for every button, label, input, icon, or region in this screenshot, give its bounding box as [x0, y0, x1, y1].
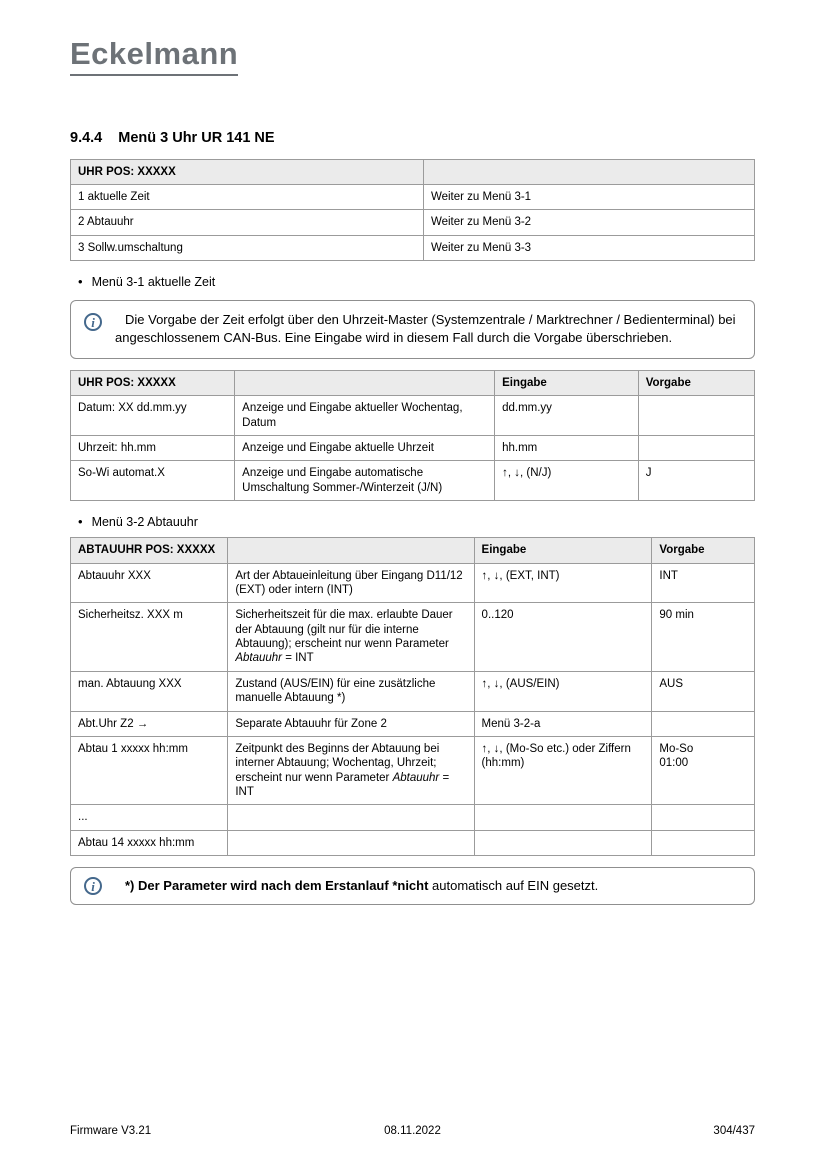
- table-row: [71, 830, 755, 855]
- table-header-cell: [228, 538, 474, 563]
- table-cell: Mo-So 01:00: [652, 736, 755, 805]
- table-row: [71, 436, 755, 461]
- table-cell: [652, 805, 755, 830]
- table-header-cell: [423, 159, 754, 184]
- table-cell: Weiter zu Menü 3-1: [423, 184, 754, 209]
- table-cell: Sicherheitsz. XXX m: [71, 603, 228, 672]
- table-header-row: [71, 370, 755, 395]
- info-icon: i: [84, 313, 102, 331]
- footer-date: 08.11.2022: [384, 1125, 441, 1138]
- table-cell: Anzeige und Eingabe automatische Umschaltung Sommer-/Winterzeit (J/N): [235, 461, 495, 501]
- table-header-row: [71, 538, 755, 563]
- table-row: [71, 461, 755, 501]
- table-cell: Abt.Uhr Z2 →: [71, 711, 228, 736]
- table-cell: Anzeige und Eingabe aktueller Wochentag, Datum: [235, 396, 495, 436]
- table-cell: ↑, ↓, (Mo-So etc.) oder Ziffern (hh:mm): [474, 736, 652, 805]
- table-row: [71, 396, 755, 436]
- page-content: [70, 0, 755, 905]
- note-body: Die Vorgabe der Zeit erfolgt über den Uhrzeit-Master (Systemzentrale / Marktrechner / Bedienterminal) bei angeschlossenem CAN-Bus. Eine Eingabe wird in diesem Fall durch die Vorgabe überschrieben.: [115, 312, 736, 345]
- table-cell: Weiter zu Menü 3-2: [423, 210, 754, 235]
- note-text: [115, 311, 736, 347]
- table-cell: Abtauuhr XXX: [71, 563, 228, 603]
- info-icon: i: [84, 877, 102, 895]
- table-row: [71, 210, 755, 235]
- table-cell: ↑, ↓, (AUS/EIN): [474, 671, 652, 711]
- footnote-bold: *) Der Parameter wird nach dem Erstanlauf *nicht: [125, 878, 429, 894]
- table-row: [71, 805, 755, 830]
- table-row: [71, 711, 755, 736]
- footer-firmware: Firmware V3.21: [70, 1125, 152, 1138]
- table-menu-3-1: [70, 370, 755, 501]
- table-cell: [652, 830, 755, 855]
- table-cell: 0..120: [474, 603, 652, 672]
- table-row: [71, 235, 755, 260]
- section-title: Menü 3 Uhr UR 141 NE: [118, 129, 275, 146]
- bullet-label: • Menü 3-1 aktuelle Zeit: [91, 275, 216, 290]
- info-note-box: [70, 300, 755, 359]
- table-header-cell: ABTAUUHR POS: XXXXX: [71, 538, 228, 563]
- table-cell: Zeitpunkt des Beginns der Abtauung bei interner Abtauung; Wochentag, Uhrzeit; erscheint nur wenn Parameter Abtauuhr = INT: [228, 736, 474, 805]
- table-cell: 3 Sollw.umschaltung: [71, 235, 424, 260]
- table-cell: J: [638, 461, 754, 501]
- bullet-label: • Menü 3-2 Abtauuhr: [91, 515, 198, 530]
- bullet-menu-3-2: [78, 514, 755, 529]
- table-cell: 90 min: [652, 603, 755, 672]
- table-cell: So-Wi automat.X: [71, 461, 235, 501]
- table-cell: Sicherheitszeit für die max. erlaubte Dauer der Abtauung (gilt nur für die interne Abtauung); erscheint nur wenn Parameter Abtauuhr = INT: [228, 603, 474, 672]
- table-cell: dd.mm.yy: [495, 396, 639, 436]
- table-cell: INT: [652, 563, 755, 603]
- table-cell: [228, 830, 474, 855]
- table-header-row: [71, 159, 755, 184]
- table-cell: [652, 711, 755, 736]
- table-cell: Zustand (AUS/EIN) für eine zusätzliche manuelle Abtauung *): [228, 671, 474, 711]
- table-cell: man. Abtauung XXX: [71, 671, 228, 711]
- table-row: [71, 603, 755, 672]
- table-cell: Weiter zu Menü 3-3: [423, 235, 754, 260]
- table-header-cell: UHR POS: XXXXX: [71, 159, 424, 184]
- table-row: [71, 671, 755, 711]
- footnote-text: [115, 877, 736, 895]
- table-cell: [638, 396, 754, 436]
- table-cell: Anzeige und Eingabe aktuelle Uhrzeit: [235, 436, 495, 461]
- table-cell: [228, 805, 474, 830]
- table-cell: Separate Abtauuhr für Zone 2: [228, 711, 474, 736]
- table-header-cell: UHR POS: XXXXX: [71, 370, 235, 395]
- section-number: 9.4.4: [70, 129, 103, 146]
- table-cell: hh.mm: [495, 436, 639, 461]
- footer-page-number: 304/437: [713, 1125, 755, 1138]
- table-cell: Art der Abtaueinleitung über Eingang D11/12 (EXT) oder intern (INT): [228, 563, 474, 603]
- table-cell: 2 Abtauuhr: [71, 210, 424, 235]
- table-cell: ...: [71, 805, 228, 830]
- table-cell: [474, 830, 652, 855]
- table-cell: 1 aktuelle Zeit: [71, 184, 424, 209]
- table-header-cell: Vorgabe: [652, 538, 755, 563]
- table-cell: Datum: XX dd.mm.yy: [71, 396, 235, 436]
- table-menu-3-2: [70, 537, 755, 856]
- table-cell: Abtau 1 xxxxx hh:mm: [71, 736, 228, 805]
- table-header-cell: Eingabe: [495, 370, 639, 395]
- footnote-box: [70, 867, 755, 905]
- table-row: [71, 736, 755, 805]
- page-footer: [70, 1125, 755, 1139]
- table-menu-3: [70, 159, 755, 262]
- table-cell: [638, 436, 754, 461]
- table-cell: ↑, ↓, (EXT, INT): [474, 563, 652, 603]
- table-cell: Uhrzeit: hh.mm: [71, 436, 235, 461]
- section-heading: [70, 130, 755, 146]
- table-row: [71, 563, 755, 603]
- table-cell: Menü 3-2-a: [474, 711, 652, 736]
- table-cell: AUS: [652, 671, 755, 711]
- table-cell: ↑, ↓, (N/J): [495, 461, 639, 501]
- footnote-normal: automatisch auf EIN gesetzt.: [428, 878, 599, 894]
- table-header-cell: [235, 370, 495, 395]
- bullet-menu-3-1: [78, 274, 755, 289]
- eckelmann-logo: Eckelmann: [70, 38, 238, 76]
- table-row: [71, 184, 755, 209]
- table-cell: Abtau 14 xxxxx hh:mm: [71, 830, 228, 855]
- table-header-cell: Eingabe: [474, 538, 652, 563]
- table-header-cell: Vorgabe: [638, 370, 754, 395]
- table-cell: [474, 805, 652, 830]
